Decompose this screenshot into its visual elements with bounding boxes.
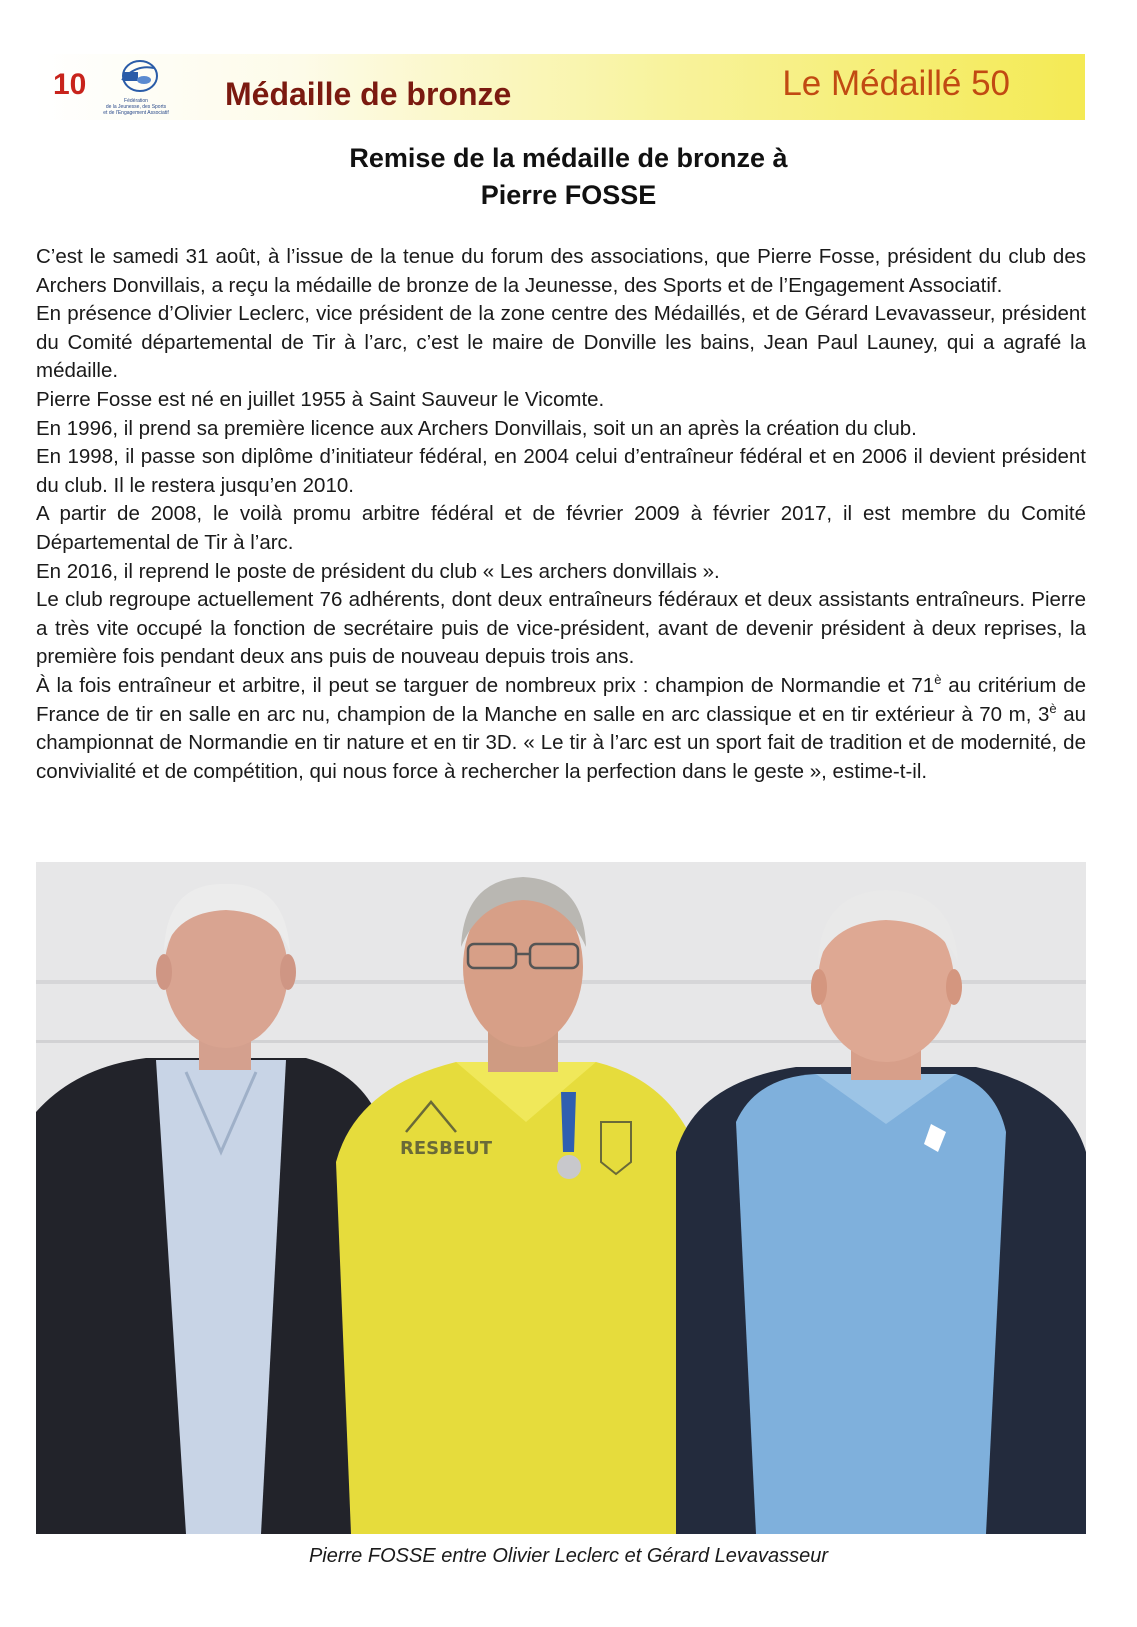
photo-caption: Pierre FOSSE entre Olivier Leclerc et Gérard Levavasseur [308,1545,829,1567]
superscript: è [1049,700,1057,716]
shirt-print: RESBEUT [400,1138,493,1159]
article-title [0,140,1137,214]
section-title: Médaille de bronze [225,76,512,112]
logo-caption [100,98,172,116]
paragraph-last [36,672,1086,786]
paragraph: A partir de 2008, le voilà promu arbitre fédéral et de février 2009 à février 2017, il est membre du Comité Départemental de Tir à l’arc. [36,502,1086,554]
paragraph: En 2016, il reprend le poste de président du club « Les archers donvillais ». [36,559,720,583]
article-title-line-2: Pierre FOSSE [480,180,657,210]
paragraph: C’est le samedi 31 août, à l’issue de la tenue du forum des associations, que Pierre Fosse, président du club des Archers Donvillais, a reçu la médaille de bronze de la Jeunesse, des Sports et de l’Engagement Associatif. [36,245,1086,297]
federation-logo [100,58,172,116]
paragraph: En 1998, il passe son diplôme d’initiateur fédéral, en 2004 celui d’entraîneur fédéral et en 2006 il devient président du club. Il le restera jusqu’en 2010. [36,445,1086,497]
group-photo-illustration [36,862,1086,1534]
paragraph: Le club regroupe actuellement 76 adhérents, dont deux entraîneurs fédéraux et deux assistants entraîneurs. Pierre a très vite occupé la fonction de secrétaire puis de vice-président, avant de devenir président à deux reprises, la première fois pendant deux ans puis de nouveau depuis trois ans. [36,588,1086,669]
superscript: è [934,672,942,688]
text-segment: au critérium de France de tir en salle en arc nu, champion de la Manche en salle en arc classique et en tir extérieur à 70 m, 3 [36,673,1087,726]
page-number: 10 [53,68,87,101]
paragraph: En présence d’Olivier Leclerc, vice président de la zone centre des Médaillés, et de Gérard Levavasseur, président du Comité départemental de Tir à l’arc, c’est le maire de Donville les bains, Jean Paul Launey, qui a agrafé la médaille. [36,302,1086,383]
group-photo [36,862,1086,1534]
magazine-title: Le Médaillé 50 [782,64,1010,103]
page-header [35,54,1085,120]
paragraph: En 1996, il prend sa première licence aux Archers Donvillais, soit un an après la création du club. [36,416,917,440]
logo-line-1: Fédération [124,98,148,104]
logo-line-3: et de l'Engagement Associatif [103,110,169,116]
logo-line-2: de la Jeunesse, des Sports [105,104,167,110]
text-segment: au championnat de Normandie en tir nature et en tir 3D. « Le tir à l’arc est un sport fait de tradition et de modernité, de convivialité et de compétition, qui nous force à rechercher la perfection dans le geste », estime-t-il. [36,702,1086,783]
federation-logo-icon [116,58,158,96]
paragraph: Pierre Fosse est né en juillet 1955 à Saint Sauveur le Vicomte. [36,387,605,411]
article-body [36,243,1086,786]
text-segment: À la fois entraîneur et arbitre, il peut se targuer de nombreux prix : champion de Normandie et 71 [36,673,935,697]
article-title-line-1: Remise de la médaille de bronze à [349,143,788,173]
